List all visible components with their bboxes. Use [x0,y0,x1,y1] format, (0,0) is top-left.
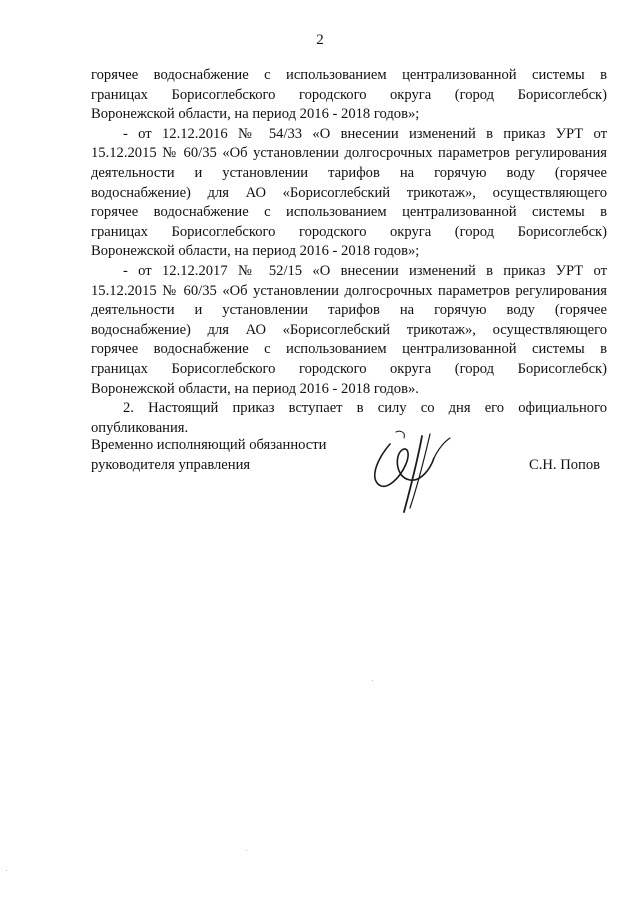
text-line: - от 12.12.2016 № 54/33 «О внесении изменений в приказ УРТ от [123,125,607,142]
scan-speck [372,680,373,681]
text-line: деятельности и установлении тарифов на горячую воду (горячее [91,164,607,181]
text-line: 15.12.2015 № 60/35 «Об установлении долгосрочных параметров регулирования [91,145,607,162]
text-line: Воронежской области, на период 2016 - 2018 годов». [91,380,419,397]
scan-speck [6,870,7,871]
page-number: 2 [316,32,324,48]
signatory-name: С.Н. Попов [529,457,601,473]
text-line: границах Борисоглебского городского округа (город Борисоглебск) [91,360,607,377]
text-line: горячее водоснабжение с использованием централизованной системы в [91,204,607,221]
text-line: водоснабжение) для АО «Борисоглебский трикотаж», осуществляющего [91,321,607,338]
text-line: границах Борисоглебского городского округа (город Борисоглебск) [91,223,607,240]
signatory-position-line-1: Временно исполняющий обязанности [91,437,327,453]
text-line: - от 12.12.2017 № 52/15 «О внесении изменений в приказ УРТ от [123,262,607,279]
text-line: 15.12.2015 № 60/35 «Об установлении долгосрочных параметров регулирования [91,282,607,299]
text-line: Воронежской области, на период 2016 - 2018 годов»; [91,243,420,260]
signatory-position-line-2: руководителя управления [91,456,251,473]
text-line: границах Борисоглебского городского округа (город Борисоглебск) [91,86,607,103]
text-line: деятельности и установлении тарифов на горячую воду (горячее [91,302,607,319]
text-line: Воронежской области, на период 2016 - 2018 годов»; [91,106,420,123]
document-body [91,66,607,438]
text-line: горячее водоснабжение с использованием централизованной системы в [91,67,607,83]
text-line: 2. Настоящий приказ вступает в силу со дня его официального [123,400,607,417]
text-line: опубликования. [91,419,189,436]
scan-speck [246,850,247,851]
text-line: водоснабжение) для АО «Борисоглебский трикотаж», осуществляющего [91,184,607,201]
text-line: горячее водоснабжение с использованием централизованной системы в [91,341,607,358]
signatory-position [91,436,326,475]
handwritten-signature [360,424,460,520]
